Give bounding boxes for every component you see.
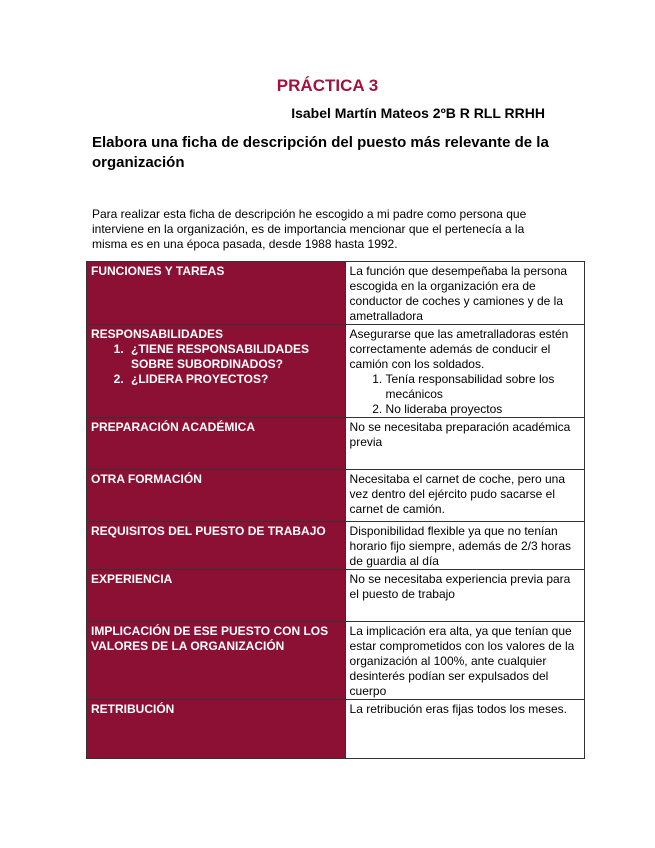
row-value: La función que desempeñaba la persona escogida en la organización era de conductor de coches y camiones y de la ametralladora [345,262,584,325]
intro-paragraph: Para realizar esta ficha de descripción he escogido a mi padre como persona que interviene en la organización, es de importancia mencionar que el pertenecía a la misma es en una época pasada, desde 1988 hasta 1992. [92,207,527,251]
page-title: PRÁCTICA 3 [276,76,379,95]
table-row [87,700,585,759]
row-value: Asegurarse que las ametralladoras estén correctamente además de conducir el camión con los soldados. [349,327,569,371]
row-label: FUNCIONES Y TAREAS [87,262,346,325]
row-label: REQUISITOS DEL PUESTO DE TRABAJO [87,522,346,570]
row-label-cell [87,325,346,418]
value-list [350,372,580,417]
row-label: RETRIBUCIÓN [87,700,346,759]
row-value: No se necesitaba experiencia previa para el puesto de trabajo [345,570,584,622]
row-value: La retribución eras fijas todos los meses. [345,700,584,759]
table-row [87,325,585,418]
label-list [91,342,341,387]
table-row [87,570,585,622]
row-value: La implicación era alta, ya que tenían que estar comprometidos con los valores de la organización al 100%, ante cualquier desinterés podían ser expulsados del cuerpo [345,622,584,700]
list-item: 2. No lideraba proyectos [386,402,580,417]
author-line: Isabel Martín Mateos 2ºB R RLL RRHH [291,105,545,121]
row-label: RESPONSABILIDADES [91,327,224,341]
row-label: PREPARACIÓN ACADÉMICA [87,418,346,470]
table-row [87,622,585,700]
table-row [87,262,585,325]
list-item: 2. ¿LIDERA PROYECTOS? [127,372,341,387]
row-value: No se necesitaba preparación académica previa [345,418,584,470]
row-value: Disponibilidad flexible ya que no tenían horario fijo siempre, además de 2/3 horas de guardia al día [345,522,584,570]
table-row [87,418,585,470]
assignment-heading: Elabora una ficha de descripción del puesto más relevante de la organización [92,134,549,171]
row-label: OTRA FORMACIÓN [87,470,346,522]
table-row [87,522,585,570]
list-item: 1. Tenía responsabilidad sobre los mecánicos [386,372,580,402]
row-value: Necesitaba el carnet de coche, pero una vez dentro del ejército pudo sacarse el carnet de camión. [345,470,584,522]
list-item: 1. ¿TIENE RESPONSABILIDADES SOBRE SUBORDINADOS? [127,342,341,372]
row-label: EXPERIENCIA [87,570,346,622]
job-description-table [86,261,585,759]
row-label: IMPLICACIÓN DE ESE PUESTO CON LOS VALORES DE LA ORGANIZACIÓN [87,622,346,700]
row-value-cell [345,325,584,418]
table-row [87,470,585,522]
